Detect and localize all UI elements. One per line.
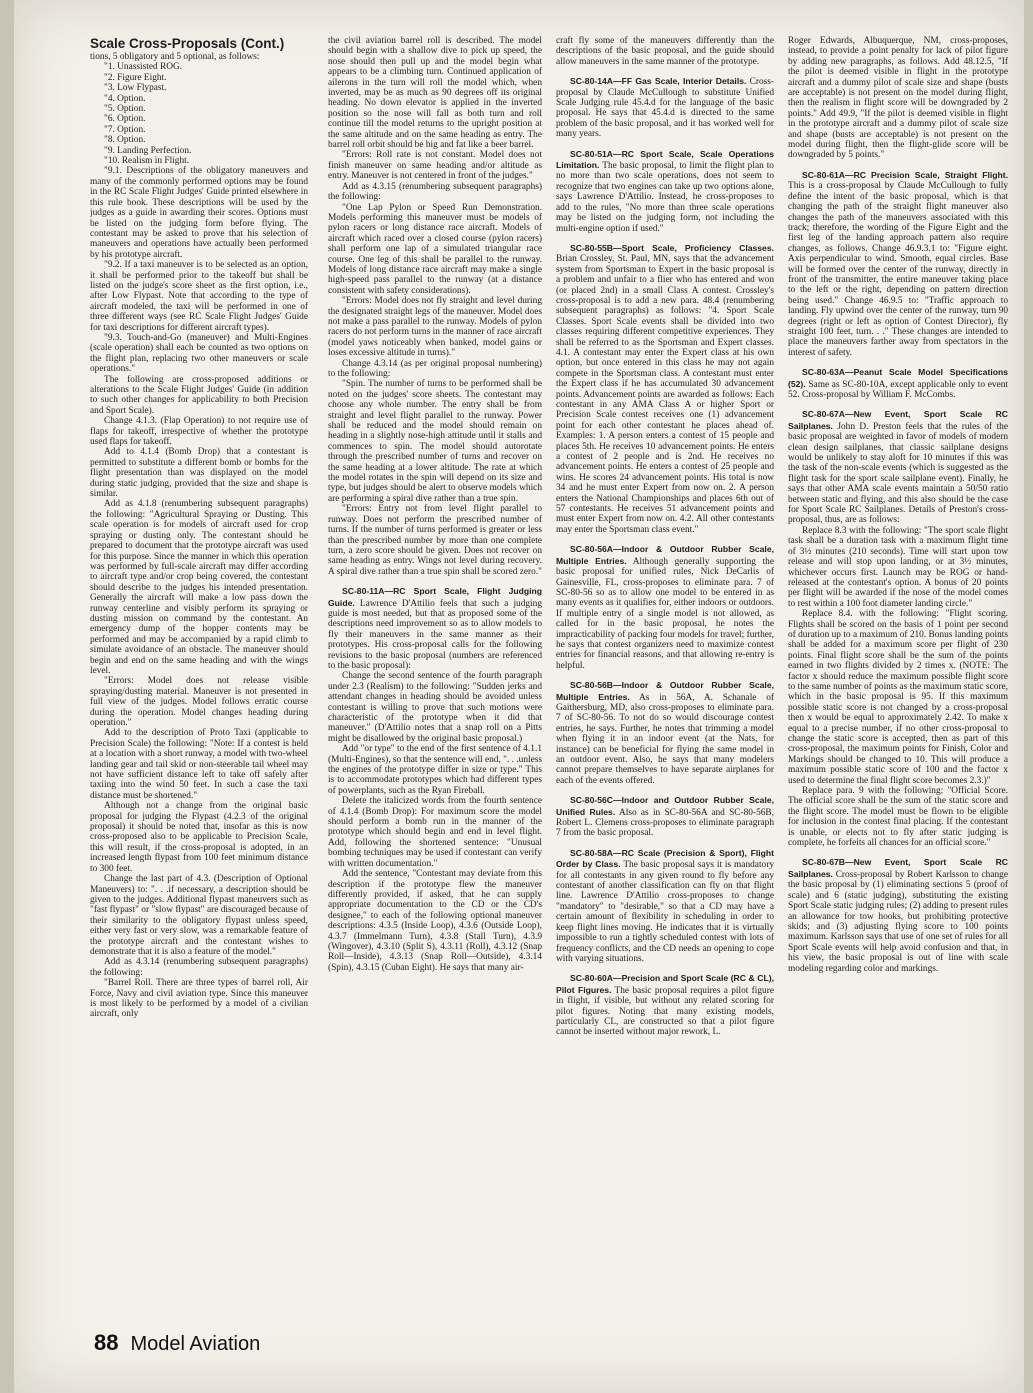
proposal-entry (556, 544, 774, 671)
paragraph: Add "or type" to the end of the first sentence of 4.1.1 (Multi-Engines), so that the sentence will end, ". . .unless the engines of the prototype differ in size or type." This is to accommodate prototypes which had different types of powerplants, such as the Ryan Fireball. (328, 744, 542, 796)
proposal-text: The basic proposal says it is mandatory for all contestants in any given round to fly before any contestant of another classification can fly on that flight line. Lawrence D'Attilio cross-proposes to change "mandatory" to "desirable," so that a CD may have a certain amount of flexibility in scheduling in order to keep flight lines moving. He indicates that it is virtually impossible to run a tightly scheduled contest with lots of frequency conflicts, and the CD needs an opening to cope with varying situations. (556, 860, 774, 964)
paragraph: Delete the italicized words from the fourth sentence of 4.1.4 (Bomb Drop): For maximum score the model should perform a bomb run in the manner of the prototype which should begin and end in level flight. Add, following the shortened sentence: "Unusual bombing techniques may be used if contestant can verify with written documentation." (328, 796, 542, 869)
proposal-heading: SC-80-56C—Indoor and Outdoor Rubber Scale, Unified Rules. (556, 795, 774, 817)
paragraph: Change 4.3.14 (as per original proposal numbering) to the following: (328, 358, 542, 379)
proposal-text: Also as in SC-80-56A and SC-80-56B, Robert L. Clemens cross-proposes to eliminate paragraph 7 from the basic proposal. (556, 807, 774, 839)
paragraph: tions, 5 obligatory and 5 optional, as follows: (90, 52, 260, 62)
proposal-entry (556, 76, 774, 139)
proposal-entry (556, 795, 774, 839)
proposal-text: Lawrence D'Attilio feels that such a judging guide is most needed, but that as proposed some of the descriptions need improvement so as to allow models to fly their maneuvers in the same manner as their prototypes. His cross-proposal calls for the following revisions to the basic proposal (numbers are referenced to the basic proposal): (328, 598, 542, 671)
paragraph: Roger Edwards, Albuquerque, NM, cross-proposes, instead, to provide a point penalty for lack of pilot figure by adding new paragraphs, as follows. Add 48.12.5, "If the pilot is deemed visible in flight in the prototype aircraft and a dummy pilot of scale size and shape (busts are acceptable) is not present on the model during flight, then the realism in flight score will be downgraded by 2 points." Add 49.9, "If the pilot is deemed visible in flight in the prototype aircraft and a dummy pilot of scale size and shape (busts are acceptable) is not present on the model during flight, then the flight-glide score will be downgraded by 5 points." (788, 36, 1008, 161)
paragraph: "Spin. The number of turns to be performed shall be noted on the judges' score sheets. The contestant may choose any whole number. The entry shall be from straight and level flight parallel to the runway. Power shall be reduced and the model should remain on heading in a slightly nose-high attitude until it stalls and commences to spin. The model should autorotate through the prescribed number of turns and recover on the same heading at a lower altitude. The rate at which the model rotates in the spin will depend on its size and type, but judges should be alert to observe models which are performing a spiral dive rather than a true spin. (328, 379, 542, 504)
paragraph: The following are cross-proposed additions or alterations to the Scale Flight Judges' Guide (in addition to such other changes for applicability to both Precision and Sport Scale). (90, 374, 308, 416)
proposal-heading: SC-80-11A—RC Sport Scale, Flight Judging Guide. (328, 586, 542, 608)
paragraph: Change the second sentence of the fourth paragraph under 2.3 (Realism) to the following: "Sudden jerks and attendant changes in heading should be avoided unless contestant is willing to prove that such motions were characteristic of the prototype when it did that maneuver." (D'Attilio notes that a snap roll on a Pitts might be disallowed by the original basic proposal.) (328, 671, 542, 744)
paragraph: "9.3. Touch-and-Go (maneuver) and Multi-Engines (scale operation) shall each be counted as two options on the flight plan, replacing two other maneuvers or scale operations." (90, 332, 308, 375)
proposal-text: Same as SC-80-10A, except applicable only to event 52. Cross-proposal by William F. McCombs. (788, 379, 1008, 400)
proposal-heading: SC-80-55B—Sport Scale, Proficiency Classes. (570, 242, 774, 253)
paragraph: the civil aviation barrel roll is described. The model should begin with a shallow dive to pick up speed, the nose should then pull up and the model begin what appears to be a climbing turn. Continued application of ailerons in the turn will roll the model which, when inverted, may be as much as 90 degrees off its original heading. No down elevator is applied in the inverted position so the nose will fall as both turn and roll continue till the model returns to the upright position at the same altitude and on the same heading as entry. The barrel roll orbit should be big and fat like a beer barrel. (328, 36, 542, 151)
proposal-entry (556, 243, 774, 535)
paragraph: Change the last part of 4.3. (Description of Optional Maneuvers) to: ". . .if necessary, a description should be given to the judges. Additional flypast maneuvers such as "fast flypast" or "slow flypast" are discouraged because of their similarity to the obligatory flypast unless speed, either very fast or very slow, was a remarkable feature of the prototype aircraft and the contestant wishes to demonstrate that it is also a feature of the model." (90, 874, 308, 957)
proposal-heading: SC-80-58A—RC Scale (Precision & Sport), Flight Order by Class. (556, 847, 774, 870)
paragraph: Replace 8.4. with the following: "Flight scoring. Flights shall be scored on the basis of 1 point per second of duration up to a maximum of 210. Bonus landing points shall be added for a maximum score per flight of 230 points. Final flight score shall be the sum of the points earned in two flights divided by 2 times x. (NOTE: The factor x should reduce the maximum possible flight score to the same number of points as the maximum static score, which in the basic proposal is 95. If this maximum possible static score is not changed by a cross-proposal then x would be equal to approximately 2.42. To make x equal to a precise number, if no other cross-proposal to change the static score is accepted, then as part of this cross-proposal, the maximum points for Finish, Color and Markings should be changed to 10. This will produce a maximum possible static score of 100 and the factor x used to determine the final flight score becomes 2.3.)" (788, 609, 1008, 786)
column-1 (90, 36, 308, 1306)
option-list (90, 62, 308, 166)
list-item: "4. Option. (104, 93, 146, 104)
list-item: "7. Option. (104, 124, 146, 135)
proposal-entry (328, 586, 542, 671)
proposal-text: Although generally supporting the basic proposal for unified rules, Nick DeCarlis of Gainesville, FL, cross-proposes to eliminate para. 7 of SC-80-56 so as to allow one model to be entered in as many events as it qualifies for, either indoors or outdoors. If multiple entry of a single model is not allowed, as called for in the basic proposal, he notes the impracticability of packing four models for travel; further, he says that contest organizers need to maximize contest entries for financial reasons, and that allowing re-entry is helpful. (556, 556, 774, 671)
paragraph: Add as 4.3.15 (renumbering subsequent paragraphs) the following: (328, 181, 542, 203)
list-item: "3. Low Flypast. (104, 83, 167, 94)
paragraph: "One Lap Pylon or Speed Run Demonstration. Models performing this maneuver must be models of pylon racers or long distance race aircraft. Models of aircraft which raced over a closed course (pylon racers) shall perform one lap of a simulated triangular race course. One leg of this shall be parallel to the runway. Models of long distance race aircraft may make a single high-speed pass parallel to the runway (at a distance consistent with safety considerations). (328, 202, 542, 296)
list-item: "6. Option. (104, 114, 146, 125)
column-3 (556, 36, 774, 1306)
paragraph: "Errors: Roll rate is not constant. Model does not finish maneuver on same heading and/or altitude as entry. Maneuver is not centered in front of the judges." (328, 150, 542, 182)
proposal-heading: SC-80-63A—Peanut Scale Model Specifications (52). (788, 367, 1008, 389)
paragraph: Change 4.1.3. (Flap Operation) to not require use of flaps for takeoff, irrespective of whether the prototype used flaps for takeoff. (90, 416, 308, 448)
list-item: "2. Figure Eight. (104, 72, 167, 83)
page-number: 88 (94, 1330, 119, 1355)
proposal-entry (788, 409, 1008, 525)
paragraph: Add to the description of Proto Taxi (applicable to Precision Scale) the following: "Note: If a contest is held at a location with a short runway, a model with two-wheel landing gear and tail skid or non-steerable tail wheel may not have sufficient distance left to take off safely after taxiing into the wind 50 feet. In such a case the taxi distance must be shortened." (90, 728, 308, 801)
paragraph: Add as 4.1.8 (renumbering subsequent paragraphs) the following: "Agricultural Spraying or Dusting. This scale operation is for models of aircraft used for crop spraying or dusting only. The contestant should be prepared to document that the prototype aircraft was used for this purpose. Since the manner in which this operation was performed by full-scale aircraft may differ according to aircraft type and/or crop being covered, the contestant should describe to the judges his intended presentation. Generally the aircraft will make a low pass down the runway centerline and visibly perform its spraying or dusting mission on command by the contestant. An emergency dump of the hopper contents may be performed and may be accompanied by a rapid climb to simulate avoidance of an obstacle. The maneuver should begin and end on the same heading and with the wings level. (90, 499, 308, 676)
paragraph: Although not a change from the original basic proposal for judging the Flypast (4.2.3 of the original proposal) it should be noted that, insofar as this is now cross-proposed also to be applicable to Precision Scale, this will result, if the cross-proposal is adopted, in an increased length flypast from 100 feet minimum distance to 300 feet. (90, 801, 308, 874)
proposal-text: John D. Preston feels that the rules of the basic proposal are weighted in favor of models of modern clean design sailplanes, that classic sailplane designs would be unlikely to stay aloft for 10 minutes if this was the task of the non-scale events (which is suggested as the flight task for the sport scale sailplane event). Finally, he says that other AMA scale events maintain a 50/50 ratio between static and flying, and this also should be the case for Sport Scale RC Sailplanes. Details of Preston's cross-proposal, thus, are as follows: (788, 421, 1008, 526)
paragraph: Replace 8.3 with the following: "The sport scale flight task shall be a duration task with a maximum flight time of 3½ minutes (210 seconds). Time will start upon tow release and will stop upon landing, or at 3½ minutes, whichever occurs first. Launch may be ROG or hand-released at the contestant's option. A bonus of 20 points per flight will be awarded if the nose of the model comes to rest within a 100 foot diameter landing circle." (788, 525, 1008, 609)
paragraph: "Errors: Model does not release visible spraying/dusting material. Maneuver is not presented in full view of the judges. Model follows erratic course during the operation. Model changes heading during operation." (90, 676, 308, 728)
proposal-heading: SC-80-14A—FF Gas Scale, Interior Details. (570, 76, 747, 87)
proposal-entry (556, 149, 774, 234)
list-item: "10. Realism in Flight. (104, 156, 190, 167)
paragraph: Add as 4.3.14 (renumbering subsequent paragraphs) the following: (90, 957, 308, 978)
proposal-entry (788, 367, 1008, 400)
magazine-page (14, 0, 1024, 1393)
proposal-heading: SC-80-56A—Indoor & Outdoor Rubber Scale, Multiple Entries. (556, 544, 774, 566)
paragraph: Replace para. 9 with the following: "Official Score. The official score shall be the sum of the static score and the flight score. The model must be flown to be eligible for inclusion in the contest final placing. If the contestant is unable, or elects not to fly after static judging is complete, he forfeits all chances for an official score." (788, 786, 1008, 849)
paragraph: "Errors: Model does not fly straight and level during the designated straight legs of the maneuver. Model does not make a pass parallel to the runway. Models of pylon racers do not perform turns in the manner of race aircraft (model yaws noticeably when banked, model gains or loses excessive altitude in turns)." (328, 296, 542, 359)
proposal-heading: SC-80-61A—RC Precision Scale, Straight Flight. (802, 169, 1008, 180)
proposal-heading: SC-80-60A—Precision and Sport Scale (RC & CL), Pilot Figures. (556, 973, 774, 995)
proposal-entry (556, 848, 774, 964)
proposal-text: Cross-proposal by Robert Karlsson to change the basic proposal by (1) eliminating sections 5 (proof of scale) and 6 (static judging), substituting the existing Sport Scale static judging rules; (2) adding to present rules an allowance for tow hooks, but prohibiting protective skids; and (3) adjusting flying score to 100 points maximum. Karlsson says that use of one set of rules for all Sport Scale events will help avoid confusion and that, in his view, the basic proposal is out of line with scale modeling regarding color and markings. (788, 869, 1008, 974)
proposal-heading: SC-80-51A—RC Sport Scale, Scale Operations Limitation. (556, 148, 774, 171)
proposal-entry (788, 170, 1008, 358)
column-2 (328, 36, 542, 1306)
page-footer (94, 1330, 260, 1356)
list-item: "1. Unassisted ROG. (104, 62, 183, 73)
proposal-heading: SC-80-67B—New Event, Sport Scale RC Sailplanes. (788, 857, 1008, 879)
proposal-text: Brian Crossley, St. Paul, MN, says that the advancement system from Sportsman to Expert in the basic proposal is a problem and unfair to a flier who has entered and won (or placed 2nd) in a small Class A contest. Crossley's cross-proposal is to add a new para. 48.4 (renumbering subsequent paragraphs) as follows: "4. Sport Scale Classes. Sport Scale events shall be divided into two classes requiring different competitive experiences. They shall be referred to as the Sportsman and Expert classes. 4.1. A contestant may enter the Expert class at his own option, but once entered in this class he may not again compete in the Sportsman class. A contestant must enter the Expert class if he has accumulated 30 advancement points. Advancement points are awarded as follows: Each contestant in any AMA Class A or higher Sport or Precision Scale contest receives one (1) advancement point for each other contestant he places ahead of. Examples: 1. A person enters a contest of 15 people and places 5th. He receives 10 advancement points. He enters a contest of 2 people and is 2nd. He receives no advancement points. He enters a contest of 25 people and wins. He scores 24 advancement points. His total is now 34 and he must enter Expert from now on. 2. A person enters the National Championships and places 6th out of 57 contestants. He receives 51 advancement points and must enter Expert from now on. 4.2. All other contestants may enter the Sportsman class event." (556, 254, 774, 535)
proposal-text: As in 56A, A. Schanale of Gaithersburg, MD, also cross-proposes to eliminate para. 7 of SC-80-56. To not do so would discourage contest entries, he says. Further, he notes that trimming a model when flying it in an indoor event (at the Nats, for instance) can be beneficial for flying the same model in an outdoor event. Also, he says that many modelers cannot prepare themselves to have separate airplanes for each of the events offered. (556, 692, 774, 786)
proposal-heading: SC-80-56B—Indoor & Outdoor Rubber Scale, Multiple Entries. (556, 680, 774, 702)
paragraph: "9.1. Descriptions of the obligatory maneuvers and many of the commonly performed options may be found in the RC Scale Flight Judges' Guide printed elsewhere in this rule book. These descriptions will be used by the judges as a guide in awarding their scores. Options must be listed on the judging form before flying. The contestant may be asked to prove that his selection of maneuvers and operations have actually been performed by his prototype aircraft. (90, 166, 308, 260)
section-title: Scale Cross-Proposals (Cont.) (90, 36, 285, 51)
proposal-text: The basic proposal, to limit the flight plan to no more than two scale operations, does not seem to recognize that two engines can take up two options alone, says Lawrence D'Attilio. Instead, he cross-proposes to add to the rules, "No more than three scale operations may be listed on the judging form, not including the multi-engine option if used." (556, 161, 774, 234)
paragraph: Add the sentence, "Contestant may deviate from this description if the prototype flew the maneuver differently provided, if asked, that he can supply appropriate documentation to the CD or the CD's designee," to each of the following optional maneuver descriptions: 4.3.5 (Inside Loop), 4.3.6 (Outside Loop), 4.3.7 (Immelmann Turn), 4.3.8 (Stall Turn), 4.3.9 (Wingover), 4.3.10 (Split S), 4.3.11 (Roll), 4.3.12 (Snap Roll—Inside), 4.3.13 (Snap Roll—Outside), 4.3.14 (Spin), 4.3.15 (Cuban Eight). He says that many air- (328, 869, 542, 973)
list-item: "9. Landing Perfection. (104, 145, 192, 156)
magazine-name: Model Aviation (130, 1333, 261, 1355)
paragraph: Add to 4.1.4 (Bomb Drop) that a contestant is permitted to substitute a different bomb or bombs for the flight presentation than was displayed on the model during static judging, provided that the size and shape is similar. (90, 447, 308, 500)
proposal-entry (788, 857, 1008, 973)
list-item: "5. Option. (104, 104, 146, 115)
paragraph: "Barrel Roll. There are three types of barrel roll, Air Force, Navy and civil aviation type. Since this maneuver is most likely to be performed by a model of a civilian aircraft, only (90, 978, 308, 1020)
paragraph: "9.2. If a taxi maneuver is to be selected as an option, it shall be performed prior to the takeoff but shall be listed on the judge's score sheet as the first option, i.e., after Low Flypast. Note that according to the type of aircraft modeled, the taxi will be performed in one of three different ways (see RC Scale Flight Judges' Guide for taxi descriptions for different aircraft types). (90, 260, 308, 333)
paragraph: craft fly some of the maneuvers differently than the descriptions of the basic proposal, and the guide should allow maneuvers in the same manner of the prototype. (556, 36, 774, 67)
proposal-entry (556, 680, 774, 786)
proposal-text: The basic proposal requires a pilot figure in flight, if visible, but without any related scoring for pilot figures. Noting that many existing models, particularly CL, are constructed so that a pilot figure cannot be inserted without major rework, L. (556, 985, 774, 1038)
list-item: "8. Option. (104, 135, 146, 146)
proposal-text: Cross-proposal by Claude McCullough to substitute Unified Scale Judging rule 45.4.d for the language of the basic proposal. He says that 45.4.d is directed to the same problem of the basic proposal, and it has worked well for many years. (556, 77, 774, 140)
proposal-heading: SC-80-67A—New Event, Sport Scale RC Sailplanes. (788, 409, 1008, 431)
column-4 (788, 36, 1008, 1306)
paragraph: "Errors: Entry not from level flight parallel to runway. Does not perform the prescribed number of turns. If the number of turns performed is greater or less than the prescribed number by more than one complete turn, a zero score should be given. Does not recover on same heading as entry. Wings not level during recovery. A spiral dive rather than a true spin shall be scored zero." (328, 504, 542, 577)
proposal-text: This is a cross-proposal by Claude McCullough to fully define the intent of the basic proposal, which is that changing the path of the straight flight maneuver also changes the path of the maneuvers associated with this track; therefore, the wording of the Figure Eight and the first leg of the landing approach pattern also require changes, as follows. Change 46.9.3.1 to: "Figure eight. Axis perpendicular to wind. Smooth, equal circles. Base will be formed over the center of the runway, directly in front of the transmitter, the entire maneuver taking place to the left or the right, depending on pattern direction being used." Change 46.9.5 to: "Traffic approach to landing. Fly upwind over the center of the runway, turn 90 degrees (right or left as option of Contest Director), fly straight 100 feet, turn. . ." These changes are intended to place the maneuvers farther away from spectators in the interest of safety. (788, 181, 1008, 358)
proposal-entry (556, 973, 774, 1037)
